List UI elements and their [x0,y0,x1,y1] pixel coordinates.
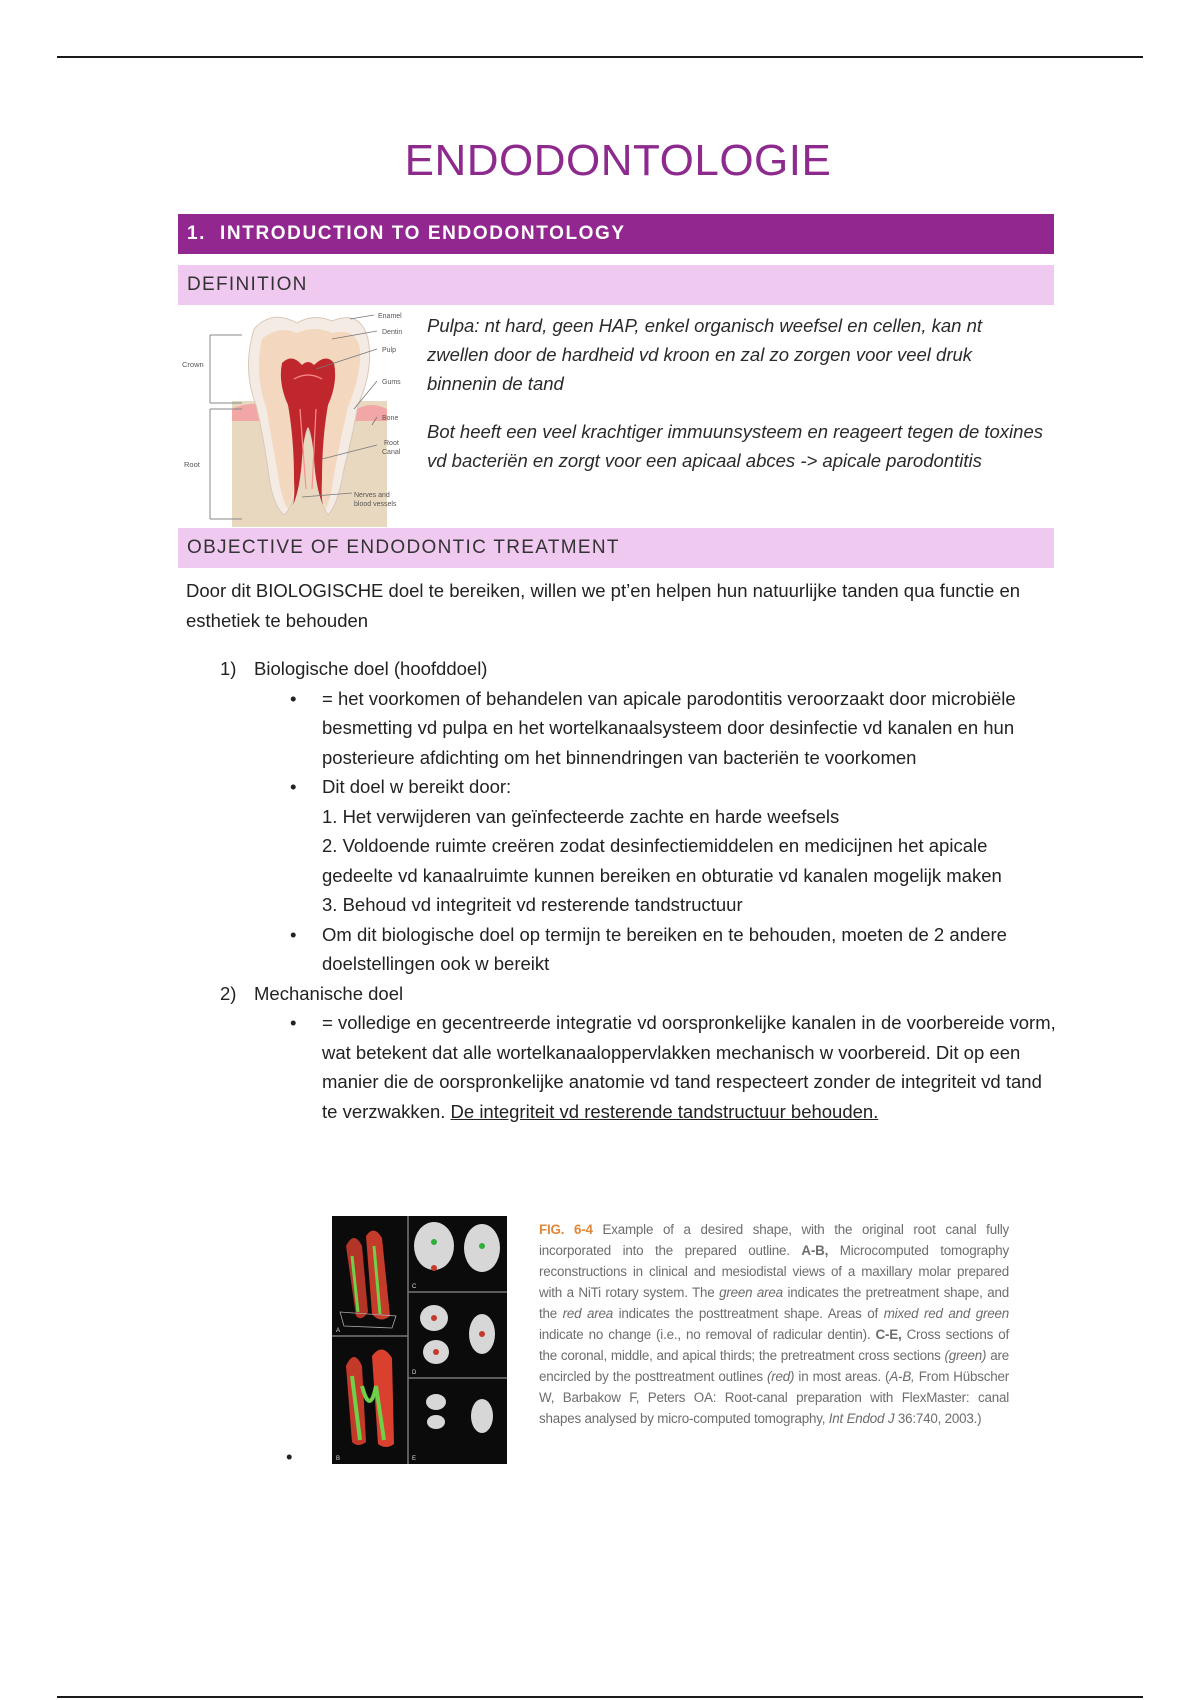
objective-heading: OBJECTIVE OF ENDODONTIC TREATMENT [178,528,1054,568]
label-enamel: Enamel [378,313,402,320]
bullet-icon: • [286,1446,293,1467]
objective-list [186,654,1056,1126]
label-root-canal-1: Root [384,440,399,447]
definition-paragraph: Bot heeft een veel krachtiger immuunsysteem en reageert tegen de toxines vd bacteriën en zorgt voor een apicaal abces -> apicale parodontitis [427,421,1043,471]
item-number: 1) [220,658,237,679]
caption-text: mixed red and green [883,1306,1009,1321]
section-number: 1. [187,223,207,244]
item-label: Biologische doel (hoofddoel) [254,658,488,679]
caption-text: green area [719,1285,783,1300]
label-gums: Gums [382,379,401,386]
item-label: Mechanische doel [254,982,404,1004]
bullet-icon: • [290,687,297,709]
caption-text: A-B, [889,1369,915,1384]
caption-text: C-E, [875,1327,902,1342]
bullet-text: Om dit biologische doel op termijn te bereiken en te behouden, moeten de 2 andere doelstellingen ook w bereikt [322,923,1007,974]
caption-text: are encircled by the posttreatment outlines [539,1348,1009,1384]
bullet-text: Dit doel w bereikt door: [322,776,512,797]
item-number: 2) [220,982,237,1004]
figure-caption [539,1219,1009,1429]
tooth-anatomy-diagram [182,309,412,527]
underlined-text: De integriteit vd resterende tandstructuur behouden. [450,1100,879,1122]
caption-text: (green) [944,1348,987,1363]
definition-heading: DEFINITION [178,265,1054,305]
bullet-text: = het voorkomen of behandelen van apicale parodontitis veroorzaakt door microbiële besmetting vd pulpa en het wortelkanaalsysteem door desinfectie vd kanalen en hun posterieure afdichting om het binnendringen van bacteriën te voorkomen [322,687,1016,768]
caption-text: red area [562,1306,614,1321]
label-bone: Bone [382,415,399,422]
caption-text: 36:740, 2003.) [894,1411,982,1426]
caption-text: Example of a desired shape, with the original root canal fully incorporated into the prepared outline. [539,1222,1009,1258]
panel-label-b: B [336,1456,341,1462]
panel-label-a: A [336,1328,341,1334]
panel-label-e: E [412,1456,417,1462]
label-pulp: Pulp [382,347,397,354]
bullet-icon: • [290,1012,297,1033]
figure-label: FIG. 6-4 [539,1222,593,1237]
bottom-rule [57,1696,1143,1698]
bullet-icon: • [290,923,297,945]
label-crown: Crown [182,360,204,369]
top-rule [57,56,1143,58]
step-3: 3. Behoud vd integriteit vd resterende tandstructuur [322,894,743,915]
definition-text [427,311,1047,494]
caption-text: (red) [767,1369,795,1384]
bullet-text: = volledige en gecentreerde integratie vd oorspronkelijke kanalen in de voorbereide vorm, wat betekent dat alle wortelkanaaloppervlakken mechanisch w voorbereid. Dit op een manier die de oorspronkelijke anatomie vd tand respecteert zonder de integriteit vd tand te verzwakken. [322,1012,1056,1122]
bullet-item [290,920,1056,979]
section-heading [178,214,1054,254]
caption-text: From Hübscher W, Barbakow F, Peters OA: Root-canal preparation with FlexMaster: canal shapes analysed by micro-computed tomography, [539,1369,1009,1426]
caption-text: A-B, [801,1243,829,1258]
panel-label-d: D [412,1370,417,1376]
label-root-canal-2: Canal [382,449,401,456]
document-title: ENDODONTOLOGIE [404,136,832,185]
definition-paragraph: Pulpa: nt hard, geen HAP, enkel organisch weefsel en cellen, kan nt zwellen door de hardheid vd kroon en zal zo zorgen voor veel druk binnenin de tand [427,315,983,394]
label-nerves-2: blood vessels [354,501,397,508]
step-2: 2. Voldoende ruimte creëren zodat desinfectiemiddelen en medicijnen het apicale gedeelte vd kanaalruimte kunnen bereiken en obturatie vd kanalen mogelijk maken [322,835,1002,886]
micro-ct-figure [332,1216,507,1464]
bullet-icon: • [290,776,297,797]
label-dentin: Dentin [382,329,403,336]
list-item [186,979,1056,1009]
bullet-item [290,1008,1056,1126]
caption-text: indicate no change (i.e., no removal of radicular dentin). [539,1327,876,1342]
step-1: 1. Het verwijderen van geïnfecteerde zachte en harde weefsels [322,805,840,827]
caption-text: Int Endod J [828,1411,895,1426]
caption-text: indicates the pretreatment shape, and the [539,1285,1009,1321]
list-item [186,654,1056,684]
bullet-item [290,772,1056,920]
caption-text: indicates the posttreatment shape. Areas of [613,1306,884,1321]
objective-intro: Door dit BIOLOGISCHE doel te bereiken, willen we pt’en helpen hun natuurlijke tanden qua functie en esthetiek te behouden [186,580,1021,631]
caption-text: Cross sections of the coronal, middle, and apical thirds; the pretreatment cross sections [539,1327,1009,1363]
section-title: INTRODUCTION TO ENDODONTOLOGY [220,223,626,244]
bullet-item [290,684,1056,773]
panel-label-c: C [412,1284,417,1290]
label-nerves-1: Nerves and [354,492,390,499]
caption-text: Microcomputed tomography reconstructions in clinical and mesiodistal views of a maxillary molar prepared with a NiTi rotary system. The [539,1243,1009,1300]
caption-text: in most areas. ( [794,1369,890,1384]
label-root: Root [184,460,200,469]
